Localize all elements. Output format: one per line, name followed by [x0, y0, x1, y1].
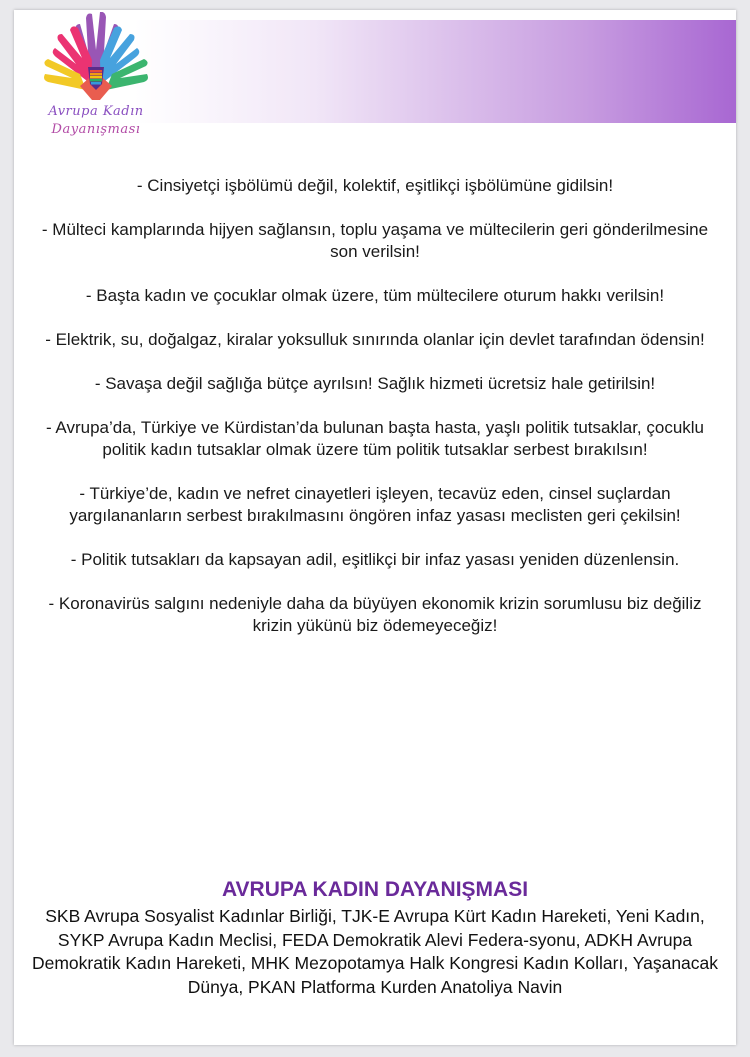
demand-item: - Elektrik, su, doğalgaz, kiralar yoksulluk sınırında olanlar için devlet tarafından ödensin!	[45, 330, 705, 349]
hands-logo-icon	[36, 12, 156, 107]
demand-item: - Koronavirüs salgını nedeniyle daha da büyüyen ekonomik krizin sorumlusu biz değiliz krizin yükünü biz ödemeyeceğiz!	[48, 594, 702, 635]
logo-text-line1: Avrupa Kadın	[48, 104, 144, 119]
demand-item: - Avrupa’da, Türkiye ve Kürdistan’da bulunan başta hasta, yaşlı politik tutsaklar, çocuklu politik kadın tutsaklar olmak üzere tüm politik tutsaklar serbest bırakılsın!	[45, 418, 705, 459]
demand-item: - Politik tutsakları da kapsayan adil, eşitlikçi bir infaz yasası yeniden düzenlensin.	[70, 550, 680, 569]
logo	[36, 12, 148, 150]
header-gradient-band	[134, 20, 736, 123]
demand-item: - Savaşa değil sağlığa bütçe ayrılsın! Sağlık hizmeti ücretsiz hale getirilsin!	[94, 374, 656, 393]
demand-item: - Cinsiyetçi işbölümü değil, kolektif, eşitlikçi işbölümüne gidilsin!	[136, 176, 614, 195]
demand-item: - Türkiye’de, kadın ve nefret cinayetleri işleyen, tecavüz eden, cinsel suçlardan yargılananların serbest bırakılmasını öngören infaz yasası meclisten geri çekilsin!	[69, 484, 681, 525]
signatories-text: SKB Avrupa Sosyalist Kadınlar Birliği, TJK-E Avrupa Kürt Kadın Hareketi, Yeni Kadın, SYKP Avrupa Kadın Meclisi, FEDA Demokratik Alevi Federa-syonu, ADKH Avrupa Demokratik Kadın Hareketi, MHK Mezopotamya Halk Kongresi Kadın Kolları, Yaşanacak Dünya, PKAN Platforma Kurden Anatoliya Navin	[31, 906, 719, 997]
demand-item: - Başta kadın ve çocuklar olmak üzere, tüm mültecilere oturum hakkı verilsin!	[85, 286, 665, 305]
demands-list	[14, 175, 736, 659]
demand-item: - Mülteci kamplarında hijyen sağlansın, toplu yaşama ve mültecilerin geri gönderilmesine son verilsin!	[41, 220, 709, 261]
logo-text-line2: Dayanışması	[51, 122, 141, 137]
flyer-page	[14, 10, 736, 1045]
footer	[14, 877, 736, 999]
footer-title: AVRUPA KADIN DAYANIŞMASI	[221, 878, 529, 901]
